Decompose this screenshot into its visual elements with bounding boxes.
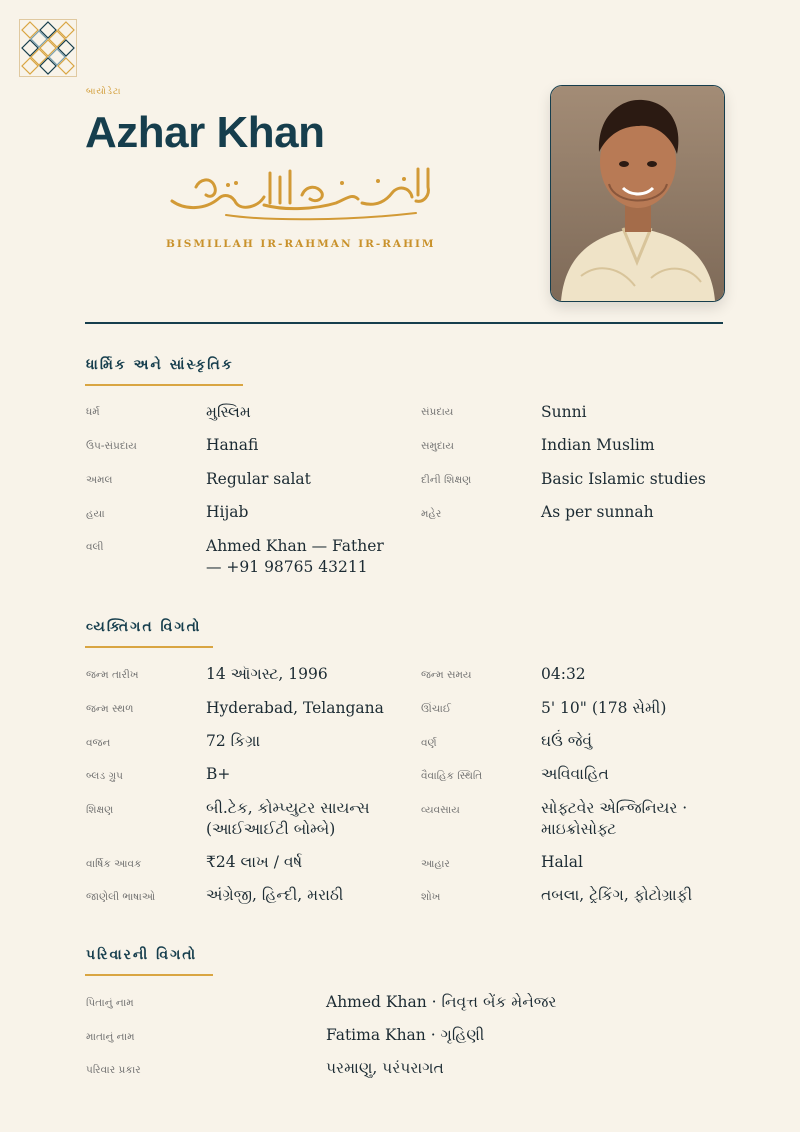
label-complexion: વર્ણ bbox=[421, 737, 437, 749]
label-annual-income: વાર્ષિક આવક bbox=[86, 858, 142, 870]
label-family-type: પરિવાર પ્રકાર bbox=[86, 1064, 141, 1076]
label-father-name: પિતાનું નામ bbox=[86, 997, 134, 1009]
section-title-family: પરિવારની વિગતો bbox=[86, 947, 198, 963]
value-languages: અંગ્રેજી, હિન્દી, મરાઠી bbox=[206, 886, 344, 904]
section-underline bbox=[85, 974, 213, 976]
label-birth-time: જન્મ સમય bbox=[421, 669, 472, 681]
value-religious-education: Basic Islamic studies bbox=[541, 470, 706, 488]
biodata-kicker: બાયોડેટા bbox=[86, 87, 122, 97]
label-height: ઊંચાઈ bbox=[421, 703, 451, 715]
value-community: Indian Muslim bbox=[541, 436, 655, 454]
label-education: શિક્ષણ bbox=[86, 804, 114, 816]
value-practice: Regular salat bbox=[206, 470, 311, 488]
value-annual-income: ₹24 લાખ / વર્ષ bbox=[206, 853, 303, 871]
label-occupation: વ્યવસાય bbox=[421, 804, 460, 816]
label-hobbies: શોખ bbox=[421, 891, 441, 903]
section-title-personal: વ્યક્તિગત વિગતો bbox=[86, 619, 202, 635]
value-wali-line2: — +91 98765 43211 bbox=[206, 558, 368, 576]
label-sub-sect: ઉપ-સંપ્રદાય bbox=[86, 440, 137, 452]
label-marital-status: વૈવાહિક સ્થિતિ bbox=[421, 770, 483, 782]
value-father-name: Ahmed Khan · નિવૃત્ત બેંક મેનેજર bbox=[326, 993, 557, 1011]
label-religious-education: દીની શિક્ષણ bbox=[421, 474, 472, 486]
value-blood-group: B+ bbox=[206, 765, 231, 783]
label-mother-name: માતાનું નામ bbox=[86, 1031, 135, 1043]
value-birth-date: 14 ઑગસ્ટ, 1996 bbox=[206, 665, 328, 683]
label-wali: વલી bbox=[86, 541, 104, 553]
section-underline bbox=[85, 646, 213, 648]
logo-pattern bbox=[19, 19, 77, 77]
value-mother-name: Fatima Khan · ગૃહિણી bbox=[326, 1026, 485, 1044]
label-weight: વજન bbox=[86, 737, 111, 749]
label-birth-date: જન્મ તારીખ bbox=[86, 669, 139, 681]
value-wali-line1: Ahmed Khan — Father bbox=[206, 537, 384, 555]
label-haya: હયા bbox=[86, 508, 105, 520]
value-haya: Hijab bbox=[206, 503, 249, 521]
value-occupation-line2: માઇક્રોસોફ્ટ bbox=[541, 820, 617, 838]
label-religion: ધર્મ bbox=[86, 406, 100, 418]
value-sect: Sunni bbox=[541, 403, 587, 421]
value-marital-status: અવિવાહિત bbox=[541, 765, 609, 783]
value-occupation-line1: સોફ્ટવેર એન્જિનિયર · bbox=[541, 799, 688, 817]
value-religion: મુસ્લિમ bbox=[206, 403, 251, 421]
section-title-religious: ધાર્મિક અને સાંસ્કૃતિક bbox=[86, 357, 234, 373]
label-birth-place: જન્મ સ્થળ bbox=[86, 703, 134, 715]
label-languages: જાણેલી ભાષાઓ bbox=[86, 891, 156, 903]
bismillah-caption: BISMILLAH IR-RAHMAN IR-RAHIM bbox=[166, 238, 436, 250]
value-weight: 72 કિગ્રા bbox=[206, 732, 261, 750]
value-sub-sect: Hanafi bbox=[206, 436, 259, 454]
label-community: સમુદાય bbox=[421, 440, 454, 452]
value-birth-time: 04:32 bbox=[541, 665, 586, 683]
label-mehr: મહેર bbox=[421, 508, 442, 520]
candidate-name: Azhar Khan bbox=[85, 108, 325, 157]
value-mehr: As per sunnah bbox=[541, 503, 654, 521]
value-birth-place: Hyderabad, Telangana bbox=[206, 699, 384, 717]
label-blood-group: બ્લડ ગ્રુપ bbox=[86, 770, 123, 782]
header-divider bbox=[85, 322, 723, 324]
label-diet: આહાર bbox=[421, 858, 450, 870]
label-practice: અમલ bbox=[86, 474, 113, 486]
value-education-line2: (આઈઆઈટી બોમ્બે) bbox=[206, 820, 336, 838]
label-sect: સંપ્રદાય bbox=[421, 406, 454, 418]
value-height: 5' 10" (178 સેમી) bbox=[541, 699, 667, 717]
value-family-type: પરમાણુ, પરંપરાગત bbox=[326, 1059, 444, 1077]
section-underline bbox=[85, 384, 243, 386]
value-education-line1: બી.ટેક, કોમ્પ્યુટર સાયન્સ bbox=[206, 799, 370, 817]
value-diet: Halal bbox=[541, 853, 583, 871]
value-complexion: ઘઉં જેવું bbox=[541, 732, 593, 750]
value-hobbies: તબલા, ટ્રેકિંગ, ફોટોગ્રાફી bbox=[541, 886, 693, 904]
bismillah-calligraphy bbox=[166, 165, 436, 229]
profile-photo bbox=[550, 85, 725, 302]
